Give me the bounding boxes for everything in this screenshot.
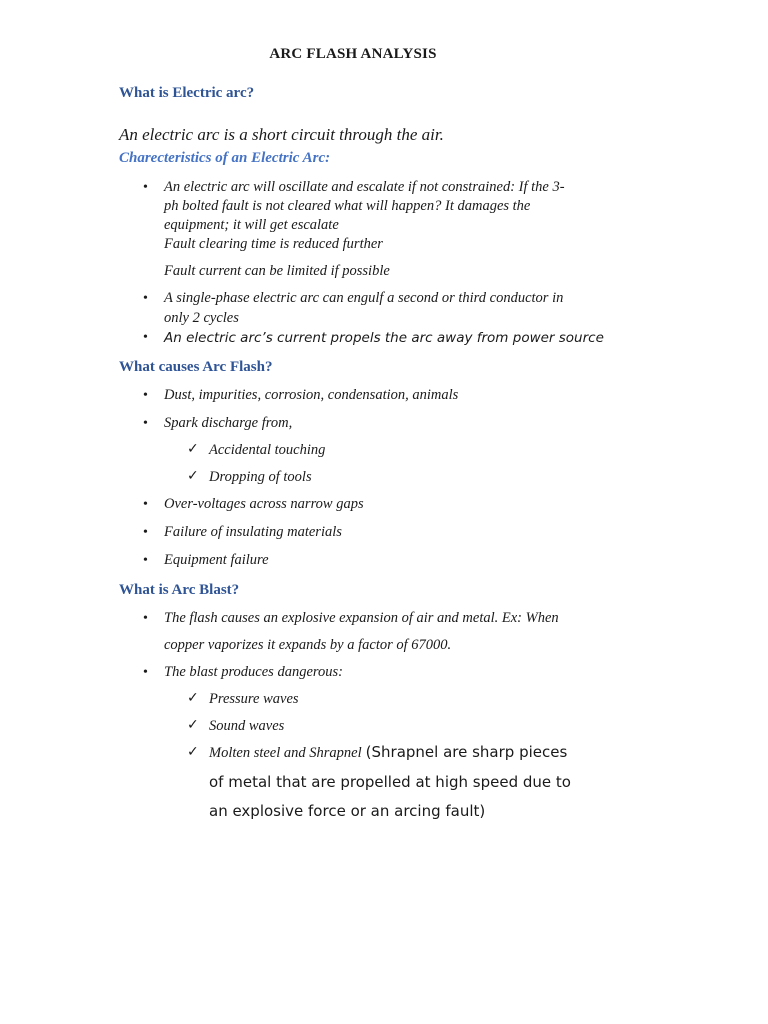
bullet-marker: • [143,180,148,195]
lead-sentence: An electric arc is a short circuit through the air. [119,125,444,144]
heading-arc-blast: What is Arc Blast? [119,582,240,598]
cause-item: Spark discharge from, [164,415,293,431]
checkmark-icon: ✓ [187,690,199,706]
bullet-marker: • [143,291,148,306]
bullet-marker: • [143,665,148,680]
checkmark-icon: ✓ [187,744,199,760]
heading-causes: What causes Arc Flash? [119,359,273,375]
blast-bullet-1-line-1: The flash causes an explosive expansion of air and metal. Ex: When [164,610,559,626]
shrapnel-note-line-3: an explosive force or an arcing fault) [209,802,486,820]
blast-sub-item: Pressure waves [209,691,299,707]
bullet-marker: • [143,416,148,431]
cause-sub-item: Dropping of tools [209,469,312,485]
char-bullet-3: An electric arc’s current propels the arc away from power source [164,330,604,346]
shrapnel-note-line-1: (Shrapnel are sharp pieces [365,743,568,761]
blast-sub-item-shrapnel [209,743,567,762]
blast-bullet-1-line-2: copper vaporizes it expands by a factor of 67000. [164,637,452,653]
shrapnel-label: Molten steel and Shrapnel [209,745,362,761]
cause-item: Equipment failure [164,552,269,568]
page-title: ARC FLASH ANALYSIS [269,46,437,62]
bullet-marker: • [143,553,148,568]
blast-bullet-2: The blast produces dangerous: [164,664,343,680]
char-bullet-1-line-4: Fault clearing time is reduced further [164,236,383,252]
char-bullet-2-line-2: only 2 cycles [164,310,239,326]
char-bullet-1-line-2: ph bolted fault is not cleared what will happen? It damages the [164,198,531,214]
bullet-marker: • [143,388,148,403]
blast-sub-item: Sound waves [209,718,285,734]
cause-item: Over-voltages across narrow gaps [164,496,364,512]
checkmark-icon: ✓ [187,717,199,733]
bullet-marker: • [143,330,148,345]
bullet-marker: • [143,611,148,626]
char-bullet-1-extra: Fault current can be limited if possible [164,263,390,279]
bullet-marker: • [143,497,148,512]
char-bullet-1-line-3: equipment; it will get escalate [164,217,339,233]
bullet-marker: • [143,525,148,540]
cause-item: Failure of insulating materials [164,524,342,540]
checkmark-icon: ✓ [187,468,199,484]
char-bullet-1-line-1: An electric arc will oscillate and escalate if not constrained: If the 3- [164,179,565,195]
cause-item: Dust, impurities, corrosion, condensation, animals [164,387,459,403]
char-bullet-2-line-1: A single-phase electric arc can engulf a second or third conductor in [164,290,564,306]
shrapnel-note-line-2: of metal that are propelled at high speed due to [209,773,571,791]
cause-sub-item: Accidental touching [209,442,326,458]
subheading-characteristics: Charecteristics of an Electric Arc: [119,150,331,166]
checkmark-icon: ✓ [187,441,199,457]
heading-electric-arc: What is Electric arc? [119,85,255,101]
